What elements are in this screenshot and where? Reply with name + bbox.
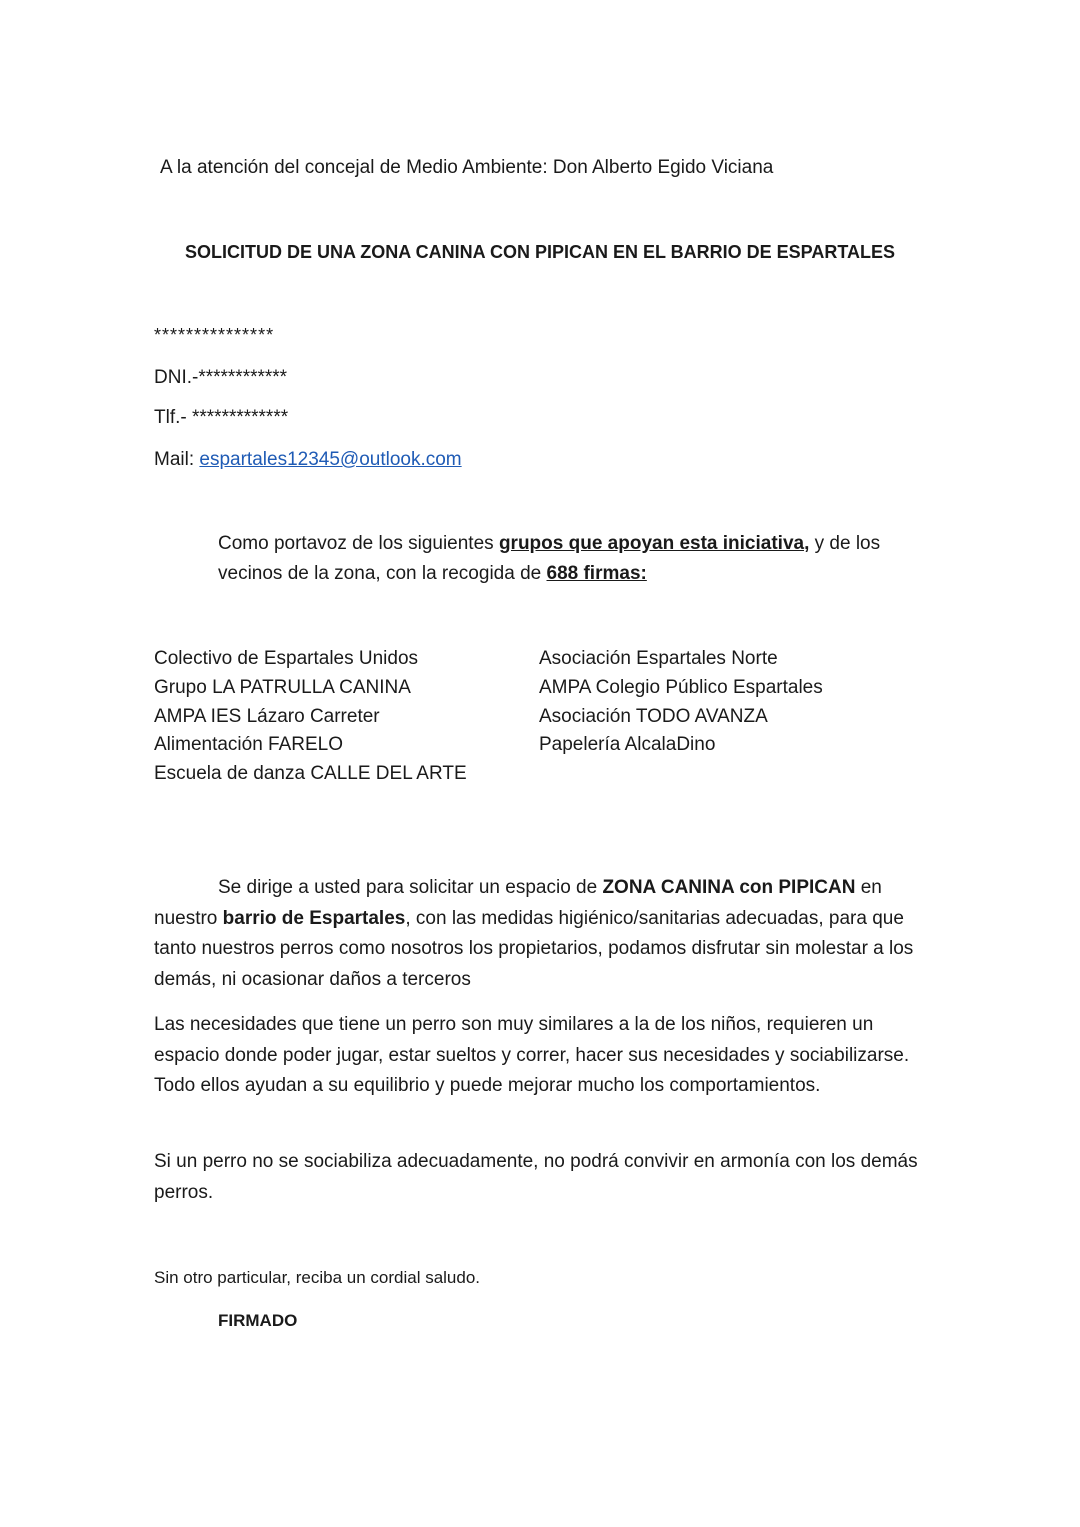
document-title: SOLICITUD DE UNA ZONA CANINA CON PIPICAN EN EL BARRIO DE ESPARTALES bbox=[184, 242, 896, 262]
group-item: Papelería AlcalaDino bbox=[539, 734, 716, 756]
contact-dni: DNI.-************ bbox=[154, 367, 288, 388]
signature-label: FIRMADO bbox=[218, 1311, 298, 1330]
groups-left-column bbox=[154, 645, 467, 789]
intro-line-1 bbox=[218, 532, 880, 556]
p1-text-c: en nuestro bbox=[154, 877, 882, 929]
contact-phone: Tlf.- ************* bbox=[154, 407, 289, 428]
contact-name: *************** bbox=[154, 325, 275, 345]
mail-label: Mail: bbox=[154, 449, 200, 470]
mail-link[interactable]: espartales12345@outlook.com bbox=[199, 449, 462, 470]
p1-text-e: , con las medidas higiénico/sanitarias adecuadas, para que tanto nuestros perros como nosotros los propietarios, podamos disfrutar sin molestar a los demás, ni ocasionar daños a terceros bbox=[154, 907, 914, 990]
contact-mail bbox=[154, 448, 462, 472]
intro-groups-bold: grupos que apoyan esta iniciativa, bbox=[498, 533, 810, 554]
intro-text-1: Como portavoz de los siguientes bbox=[218, 533, 499, 554]
body-paragraph-1 bbox=[154, 873, 934, 995]
attention-line: A la atención del concejal de Medio Ambiente: Don Alberto Egido Viciana bbox=[160, 157, 774, 178]
closing-greeting: Sin otro particular, reciba un cordial saludo. bbox=[154, 1268, 481, 1287]
group-item: Colectivo de Espartales Unidos bbox=[154, 648, 419, 669]
p1-barrio-bold: barrio de Espartales bbox=[222, 907, 406, 929]
group-item: Alimentación FARELO bbox=[154, 734, 344, 756]
intro-signatures-bold: 688 firmas: bbox=[546, 563, 647, 584]
intro-text-2: y de los bbox=[809, 533, 881, 554]
group-item: Escuela de danza CALLE DEL ARTE bbox=[154, 763, 467, 785]
groups-right-column bbox=[539, 645, 823, 760]
p1-text-a: Se dirige a usted para solicitar un espacio de bbox=[218, 877, 603, 898]
body-paragraph-3: Si un perro no se sociabiliza adecuadamente, no podrá convivir en armonía con los demás perros. bbox=[154, 1151, 918, 1203]
group-item: AMPA IES Lázaro Carreter bbox=[154, 705, 380, 727]
group-item: Asociación TODO AVANZA bbox=[539, 705, 768, 727]
body-paragraph-2: Las necesidades que tiene un perro son muy similares a la de los niños, requieren un espacio donde poder jugar, estar sueltos y correr, hacer sus necesidades y sociabilizarse. Todo ellos ayudan a su equilibrio y puede mejorar mucho los comportamientos. bbox=[154, 1014, 910, 1096]
group-item: Asociación Espartales Norte bbox=[539, 648, 778, 669]
group-item: AMPA Colegio Público Espartales bbox=[539, 676, 823, 698]
intro-text-3: vecinos de la zona, con la recogida de bbox=[218, 563, 547, 584]
p1-zona-canina-bold: ZONA CANINA con PIPICAN bbox=[602, 877, 856, 898]
group-item: Grupo LA PATRULLA CANINA bbox=[154, 676, 411, 698]
intro-line-2 bbox=[218, 562, 647, 586]
